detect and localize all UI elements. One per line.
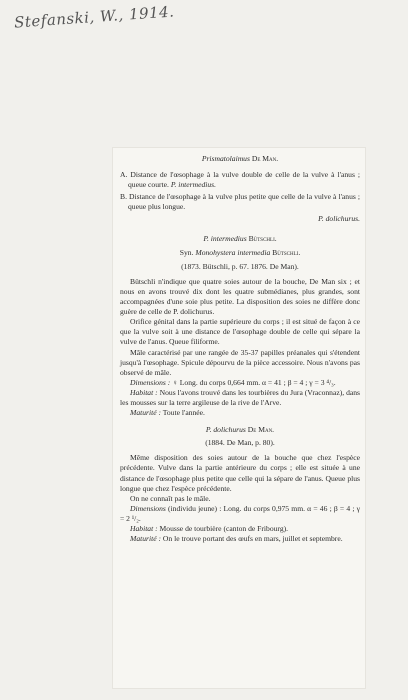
sp1-hab-text: Nous l'avons trouvé dans les tourbières du Jura (Vraconnaz), dans les mousses sur la terre argileuse de la rive de l'Arve. bbox=[120, 387, 361, 407]
sp1-mat-label: Maturité : bbox=[130, 408, 162, 418]
syn-name: Monohystera intermedia bbox=[195, 247, 271, 257]
genus-title: Prismatolaimus bbox=[201, 154, 250, 163]
sp2-mat-label: Maturité : bbox=[130, 534, 162, 544]
key-a bbox=[120, 170, 360, 190]
sp2-reference: (1884. De Man, p. 80). bbox=[205, 438, 275, 448]
sp1-heading bbox=[120, 234, 360, 244]
sp1-habitat bbox=[120, 388, 360, 408]
sp2-mat-text: On le trouve portant des œufs en mars, juillet et septembre. bbox=[162, 534, 343, 544]
sp2-maturity bbox=[120, 534, 360, 544]
key-b bbox=[120, 192, 360, 212]
sp2-para1: Même disposition des soies autour de la bouche que chez l'espèce précédente. Vulve dans la partie antérieure du corps ; elle est située à une distance de l'œsophage plus petite que celle qui la sépare de l'anus. Queue plus longue que chez l'espèce précédente. bbox=[120, 453, 360, 493]
sp2-heading bbox=[120, 425, 360, 435]
handwritten-annotation: Stefanski, W., 1914. bbox=[13, 2, 175, 32]
syn-author: Bütschli. bbox=[272, 247, 301, 257]
sp1-mat-text: Toute l'année. bbox=[162, 408, 205, 418]
sp1-author: Bütschli. bbox=[248, 233, 277, 243]
key-b-text: B. Distance de l'œsophage à la vulve plus petite que celle de la vulve à l'anus ; queue plus longue. bbox=[120, 192, 360, 212]
syn-label: Syn. bbox=[179, 247, 194, 257]
sp2-name: P. dolichurus bbox=[205, 425, 246, 435]
sp1-dim-text: ♀ Long. du corps 0,664 mm. α = 41 ; β = 4 ; γ = 3 ⁴/₃. bbox=[172, 377, 336, 387]
key-a-species: P. intermedius. bbox=[170, 180, 217, 190]
sp1-hab-label: Habitat : bbox=[130, 387, 158, 397]
sp1-para3: Mâle caractérisé par une rangée de 35-37 papilles préanales qui s'étendent jusqu'à l'œsophage. Spicule dépourvu de la pièce accessoire. Nous n'avons pas observé de mâle. bbox=[120, 347, 360, 377]
sp2-para2: On ne connaît pas le mâle. bbox=[130, 493, 211, 503]
sp2-dim-label: Dimensions bbox=[130, 503, 166, 513]
sp2-dim-text: (individu jeune) : Long. du corps 0,975 mm. α = 46 ; β = 4 ; γ = 2 ¹/₂. bbox=[120, 503, 360, 523]
sp2-author: De Man. bbox=[247, 425, 275, 435]
sp1-dim-label: Dimensions : bbox=[130, 377, 171, 387]
sp2-habitat bbox=[120, 524, 360, 534]
key-b-species: P. dolichurus. bbox=[318, 214, 360, 224]
sp1-dimensions bbox=[120, 378, 360, 388]
sp1-synonym bbox=[120, 248, 360, 258]
genus-author: De Man. bbox=[251, 154, 279, 163]
page-text bbox=[113, 154, 365, 544]
genus-heading bbox=[120, 154, 360, 164]
sp1-reference: (1873. Bütschli, p. 67. 1876. De Man). bbox=[181, 261, 299, 271]
key-a-text: A. Distance de l'œsophage à la vulve double de celle de la vulve à l'anus ; queue courte. bbox=[120, 170, 360, 190]
sp1-para1: Bütschli n'indique que quatre soies autour de la bouche, De Man six ; et nous en avons trouvé dix dont les quatre submédianes, plus grandes, sont accompagnées d'une soie plus petite. La disposition des soies ne diffère donc guère de celle de P. dolichurus. bbox=[120, 276, 360, 317]
sp2-dimensions bbox=[120, 504, 360, 524]
sp1-name: P. intermedius bbox=[203, 233, 247, 243]
sp2-hab-text: Mousse de tourbière (canton de Fribourg). bbox=[159, 524, 289, 533]
sp2-hab-label: Habitat : bbox=[130, 524, 158, 533]
sp1-para2: Orifice génital dans la partie supérieure du corps ; il est situé de façon à ce que la vulve soit à une distance de l'œsophage double de celle qui sépare la vulve de l'anus. Queue filiforme. bbox=[120, 317, 360, 347]
sp1-maturity bbox=[120, 408, 360, 418]
printed-page bbox=[113, 148, 365, 688]
